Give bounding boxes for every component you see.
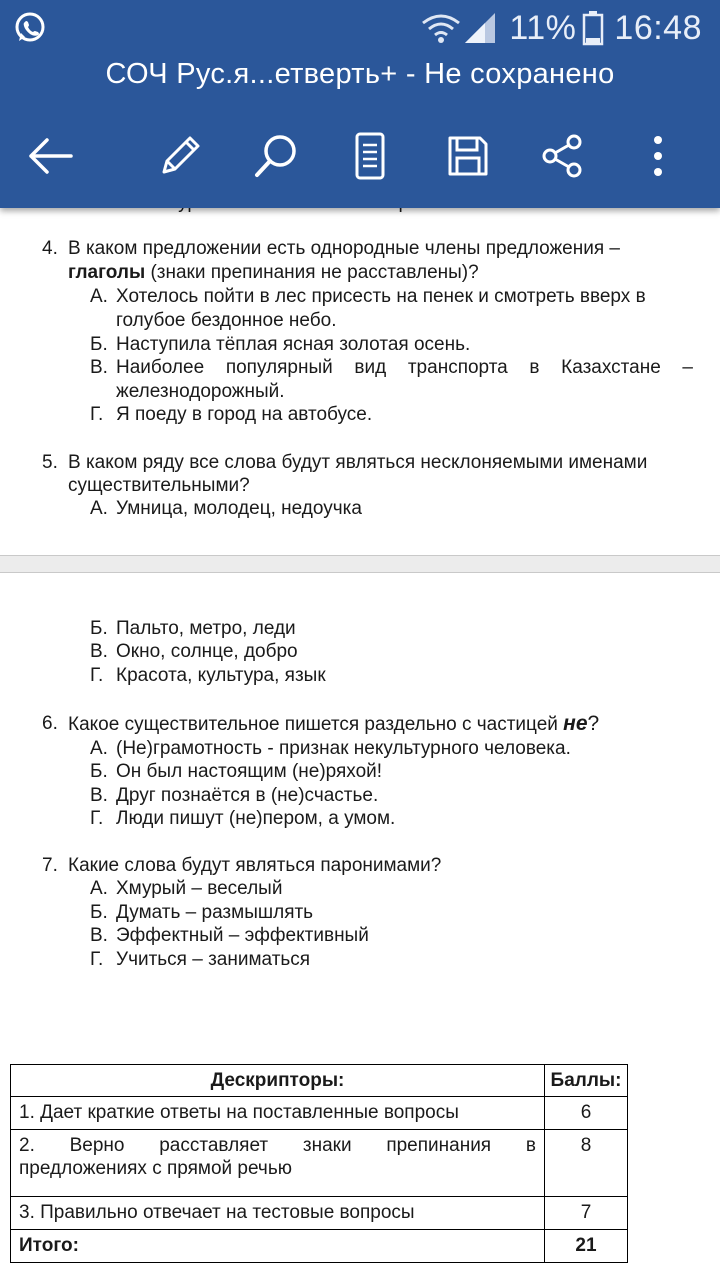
option-letter: Б. [90,902,108,923]
option-letter: Г. [90,808,104,829]
share-icon [538,132,586,180]
page-break [0,555,720,573]
search-button[interactable] [248,128,304,184]
option-letter: В. [90,357,108,378]
option-letter: Б. [90,334,108,355]
option-letter: Г. [90,404,104,425]
more-options-button[interactable] [630,128,686,184]
save-button[interactable] [440,128,496,184]
option-text: Учиться – заниматься [116,949,311,970]
option-text: Умница, молодец, недоучка [116,498,362,519]
total-value: 21 [545,1230,628,1263]
option-letter: А. [90,738,108,759]
question-number: 6. [42,713,58,734]
option-text: Он был настоящим (не)ряхой! [116,761,383,782]
battery-icon [582,10,604,46]
document-page [0,180,720,554]
option-text: Красота, культура, язык [116,665,326,686]
option-text: Эффектный – эффективный [116,925,369,946]
question-number: 7. [42,855,58,876]
option-letter: В. [90,785,108,806]
back-arrow-icon [27,136,73,176]
option-letter: Г. [90,949,104,970]
option-letter: Б. [90,761,108,782]
mobile-view-icon [350,131,390,181]
toolbar [0,118,720,194]
option-text: голубое бездонное небо. [116,310,337,331]
table-cell: 1. Дает краткие ответы на поставленные вопросы [11,1097,545,1130]
battery-percent: 11% [509,8,577,47]
column-header: Баллы: [545,1065,628,1097]
total-label: Итого: [11,1230,545,1263]
question-text: В каком предложении есть однородные члены предложения – [68,238,620,259]
search-icon [252,132,300,180]
emphasized-word: не [563,712,588,735]
table-row [11,1097,628,1130]
option-text: Друг познаётся в (не)счастье. [116,785,379,806]
option-text: Я поеду в город на автобусе. [116,404,373,425]
option-letter: А. [90,498,108,519]
table-cell: 3. Правильно отвечает на тестовые вопросы [11,1197,545,1230]
option-text: Люди пишут (не)пером, а умом. [116,808,396,829]
option-text: Окно, солнце, добро [116,641,298,662]
bold-word: глаголы [68,262,146,283]
back-button[interactable] [22,128,78,184]
share-button[interactable] [534,128,590,184]
document-title: СОЧ Рус.я...етверть+ - Не сохранено [105,58,615,90]
question-text: В каком ряду все слова будут являться несклоняемыми именами [68,452,648,473]
option-text: железнодорожный. [116,381,285,402]
option-letter: Г. [90,665,104,686]
question-number: 4. [42,238,58,259]
score-cell: 7 [545,1197,628,1230]
question-text: Какие слова будут являться паронимами? [68,855,442,876]
wifi-icon [421,11,461,45]
score-cell: 6 [545,1097,628,1130]
save-icon [444,132,492,180]
status-bar [0,0,720,56]
option-text: Наиболее популярный вид транспорта в Казахстане – [116,357,693,378]
question-text: глаголы (знаки препинания не расставлены)? [68,262,479,283]
table-cell: 2. Верно расставляет знаки препинания в предложениях с прямой речью [11,1130,545,1197]
table-total-row [11,1230,628,1263]
table-row [11,1197,628,1230]
question-text: существительными? [68,475,250,496]
option-text: Хотелось пойти в лес присесть на пенек и смотреть вверх в [116,286,646,307]
option-text: (Не)грамотность - признак некультурного человека. [116,738,571,759]
descriptors-table [10,1064,628,1263]
score-cell: 8 [545,1130,628,1197]
question-number: 5. [42,452,58,473]
clock: 16:48 [614,8,702,47]
reading-view-button[interactable] [342,128,398,184]
column-header: Дескрипторы: [11,1065,545,1097]
document-page [0,574,720,1280]
option-letter: В. [90,641,108,662]
whatsapp-icon [12,10,48,46]
app-bar [0,0,720,208]
edit-button[interactable] [152,128,208,184]
signal-icon [463,11,497,45]
question-text: Какое существительное пишется раздельно с частицей не? [68,712,600,735]
option-letter: В. [90,925,108,946]
option-letter: А. [90,286,108,307]
option-text: Наступила тёплая ясная золотая осень. [116,334,471,355]
option-letter: Б. [90,618,108,639]
option-text: Думать – размышлять [116,902,314,923]
option-text: Хмурый – веселый [116,878,283,899]
table-row [11,1130,628,1197]
option-letter: А. [90,878,108,899]
pencil-icon [156,132,204,180]
more-vertical-icon [648,132,668,180]
option-text: Пальто, метро, леди [116,618,296,639]
table-header-row [11,1065,628,1097]
